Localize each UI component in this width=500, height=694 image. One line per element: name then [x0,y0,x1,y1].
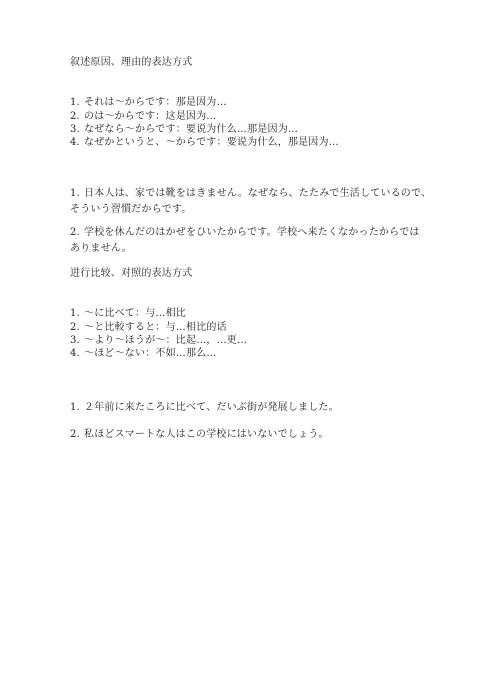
list-text: なぜなら～からです：要说为什么…那是因为… [84,124,299,135]
section2-heading: 进行比较、对照的表达方式 [70,268,193,279]
list-number: 1. [70,97,80,108]
section1-heading: 叙述原因、理由的表达方式 [70,57,193,68]
example-text: ２年前に来たころに比べて、だいぶ街が発展しました。 [84,402,339,413]
example-line [70,226,420,240]
example-line: ありません。 [70,243,132,254]
list-text: のは～からです：这是因为… [84,111,217,122]
list-number: 3. [70,335,80,346]
example-text: 学校を休んだのはかぜをひいたからです。学校へ来たくなかったからでは [84,227,420,238]
example-text: 日本人は、家では靴をはきません。なぜなら、たたみで生活しているので、 [84,188,432,199]
list-number: 4. [70,348,80,359]
list-number: 3. [70,124,80,135]
example-number: 2. [70,227,80,238]
list-item [70,136,339,150]
list-number: 4. [70,137,80,148]
list-item [70,123,298,137]
list-number: 1. [70,308,80,319]
list-text: ～に比べて：与…相比 [84,308,186,319]
list-number: 2. [70,111,80,122]
list-text: なぜかというと、～からです：要说为什么，那是因为… [84,137,339,148]
example-line: そういう習慣だからです。 [70,204,192,215]
example-number: 1. [70,188,80,199]
example-number: 2. [70,429,80,440]
list-text: ～と比較すると：与…相比的话 [84,322,227,333]
example-number: 1. [70,402,80,413]
list-text: それは～からです：那是因为… [84,97,227,108]
example-line [70,187,431,201]
list-item [70,96,227,110]
example-line [70,401,339,415]
list-text: ～より～ほうが～：比起…，…更… [84,335,248,346]
list-item [70,321,227,335]
list-number: 2. [70,322,80,333]
list-item [70,110,217,124]
list-text: ～ほど～ない：不如…那么… [84,348,217,359]
example-text: 私ほどスマートな人はこの学校にはいないでしょう。 [84,429,329,440]
list-item [70,347,217,361]
list-item [70,334,247,348]
example-line [70,428,329,442]
list-item [70,307,186,321]
